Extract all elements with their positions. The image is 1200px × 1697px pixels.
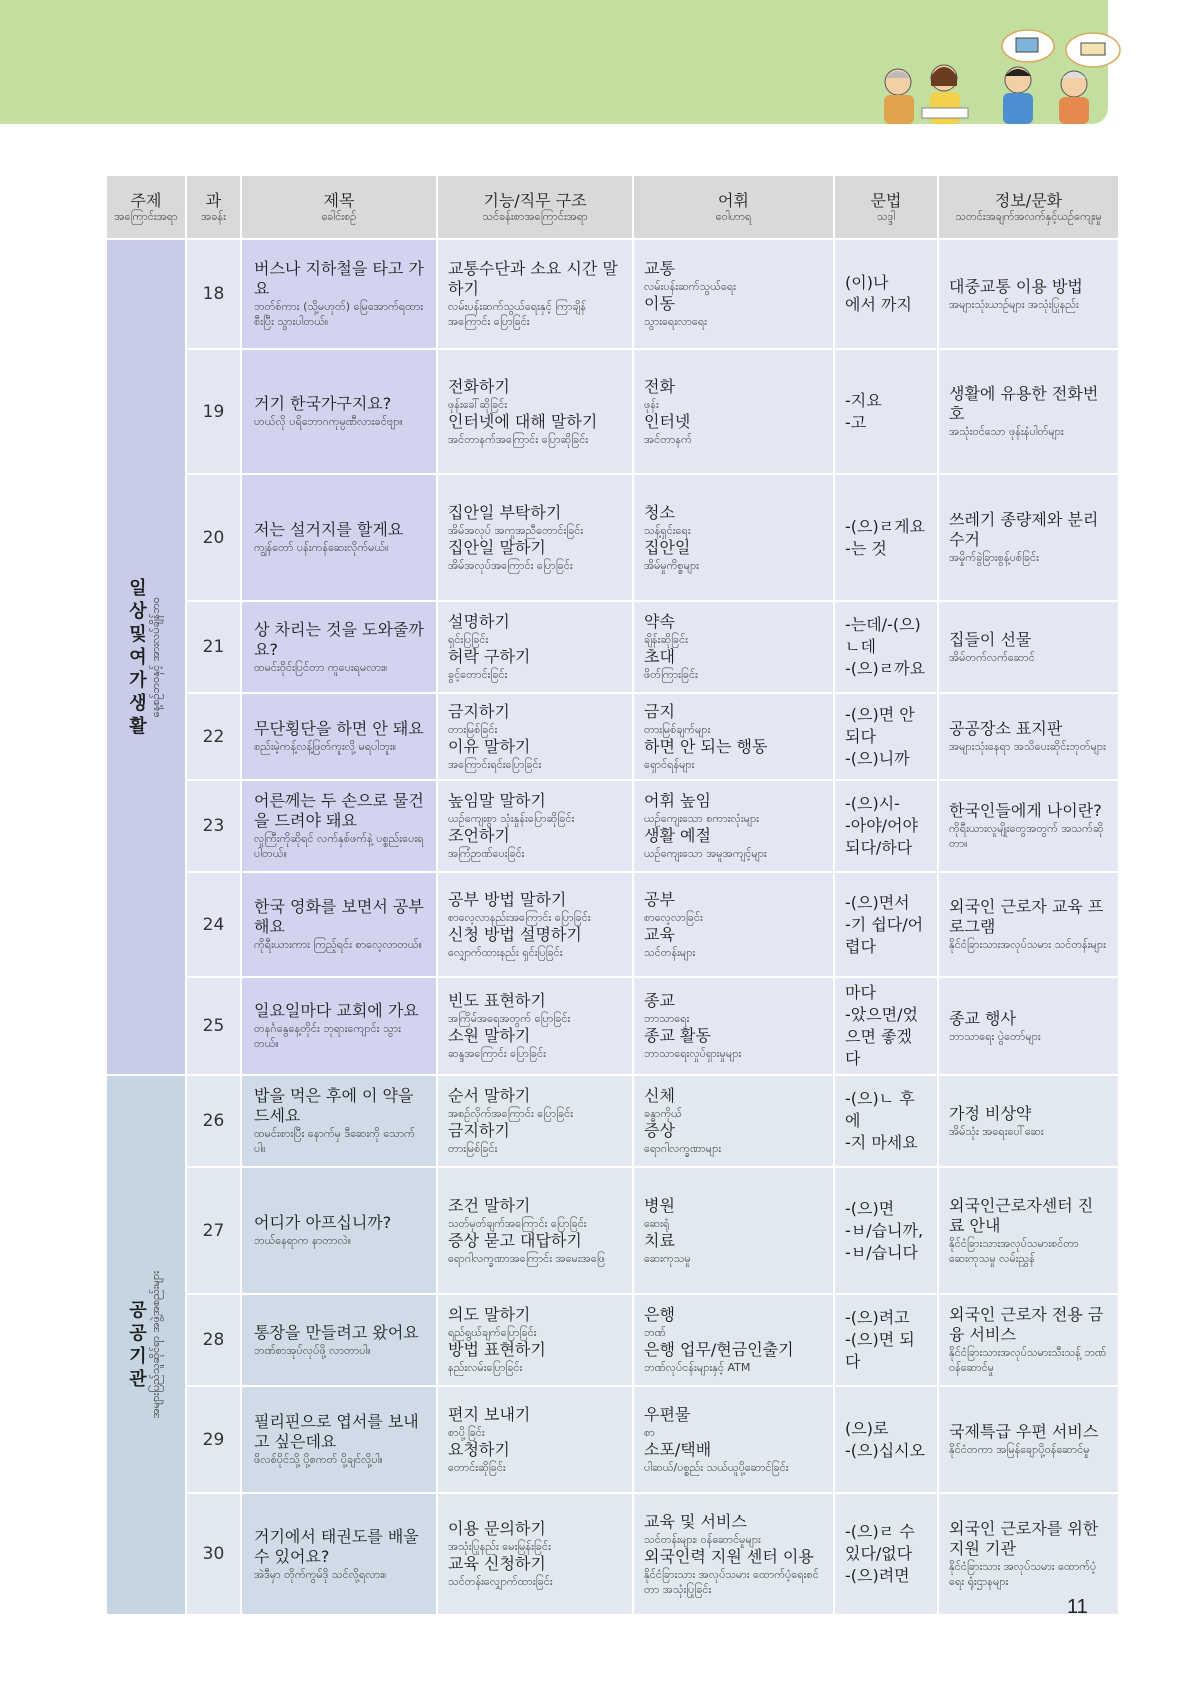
vocabulary-cell (633, 693, 834, 780)
func-item-translation: ဆန္ဒအကြောင်း ပြောခြင်း (448, 1047, 546, 1060)
vocabulary-cell (633, 780, 834, 872)
func-item-translation: စာပို့ခြင်း (448, 1425, 485, 1439)
culture-cell (938, 872, 1119, 977)
table-row (106, 872, 1119, 977)
grammar-item: -(으)면 안 되다 (845, 704, 915, 746)
culture-item: 집들이 선물 (949, 629, 1032, 649)
header-grammar: 문법 သဒ္ဒါ (834, 175, 938, 239)
theme-label-translation: နေ့စဉ်ဘဝနှင့် အားလပ်ချိန်ဘဝ (149, 596, 162, 718)
function-cell (437, 1493, 633, 1615)
grammar-item: -(으)려고 (845, 1308, 910, 1327)
func-item-translation: ရည်ရွယ်ချက်ပြောခြင်း (448, 1326, 537, 1339)
title-translation: ဘဏ်စာအုပ်လုပ်ဖို့ လာတာပါ။ (254, 1343, 371, 1357)
culture-item: 대중교통 이용 방법 (949, 276, 1083, 296)
func-item: 의도 말하기 (448, 1305, 531, 1324)
culture-item: 생활에 유용한 전화번호 (949, 384, 1099, 423)
culture-cell (938, 1075, 1119, 1167)
table-row (106, 1167, 1119, 1294)
function-cell (437, 872, 633, 977)
func-item-translation: ယဉ်ကျေးစွာ သုံးနှုန်းပြောဆိုခြင်း (448, 812, 575, 825)
vocab-item: 청소 (644, 502, 675, 522)
func-item-translation: အကြံဉာဏ်ပေးခြင်း (448, 847, 525, 860)
func-item-translation: အကြောင်းရင်းပြောခြင်း (448, 757, 542, 771)
vocab-item-translation: ဘဏ် (644, 1326, 666, 1339)
func-item: 조언하기 (448, 826, 510, 845)
culture-cell (938, 977, 1119, 1075)
lesson-number: 26 (186, 1075, 241, 1167)
func-item: 이유 말하기 (448, 736, 531, 756)
lesson-number: 23 (186, 780, 241, 872)
curriculum-table (105, 174, 1120, 1616)
culture-cell (938, 239, 1119, 349)
function-cell (437, 1294, 633, 1386)
vocab-item: 교통 (644, 259, 675, 278)
table-row (106, 1075, 1119, 1167)
vocab-item-translation: ရှောင်ရန်များ (644, 757, 695, 771)
func-item-translation: လမ်းပန်းဆက်သွယ်ရေးနှင့် ကြာချိန်အကြောင်း ပြောခြင်း (448, 300, 586, 328)
grammar-cell (834, 1075, 938, 1167)
func-item: 신청 방법 설명하기 (448, 924, 582, 944)
grammar-item: 마다 (845, 983, 876, 1002)
lesson-title (241, 1493, 437, 1615)
grammar-item: 에서 까지 (845, 295, 912, 314)
culture-item: 쓰레기 종량제와 분리수거 (949, 510, 1099, 549)
grammar-item: -는데/-(으)ㄴ데 (845, 615, 921, 656)
culture-cell (938, 1167, 1119, 1294)
func-item-translation: ခွင့်တောင်းခြင်း (448, 668, 508, 681)
table-row (106, 1386, 1119, 1493)
title-translation: ထမင်းဝိုင်းပြင်တာ ကူပေးရမလား။ (254, 660, 388, 674)
culture-item-translation: ဘာသာရေး ပွဲတော်များ (949, 1029, 1041, 1043)
vocab-item-translation: ဘာသာရေး (644, 1012, 690, 1025)
grammar-item: -(으)ㄹ 수 있다/없다 (845, 1522, 915, 1563)
vocab-item: 인터넷 (644, 411, 691, 431)
grammar-item: -(으)ㄹ까요 (845, 659, 926, 678)
culture-item: 외국인근로자센터 진료 안내 (949, 1195, 1094, 1235)
lesson-number: 30 (186, 1493, 241, 1615)
func-item-translation: ရောဂါလက္ခဏာအကြောင်း အမေးအဖြေ (448, 1251, 606, 1265)
lesson-number: 18 (186, 239, 241, 349)
function-cell (437, 239, 633, 349)
grammar-item: -ㅂ/습니다 (845, 1242, 918, 1262)
func-item: 금지하기 (448, 1121, 510, 1140)
lesson-title (241, 1075, 437, 1167)
culture-item-translation: အများသုံးယာဉ်များ အသုံးပြုနည်း (949, 297, 1079, 311)
grammar-cell (834, 693, 938, 780)
func-item-translation: တားမြစ်ခြင်း (448, 1142, 498, 1155)
vocab-item: 금지 (644, 701, 675, 721)
vocab-item: 종교 (644, 991, 675, 1010)
function-cell (437, 780, 633, 872)
function-cell (437, 474, 633, 601)
title-translation: လူကြီးကိုဆိုရင် လက်နှစ်ဖက်နဲ့ ပစ္စည်းပေးရပါတယ်။ (254, 832, 424, 860)
lesson-title (241, 977, 437, 1075)
vocab-item-translation: အိမ်မှုကိစ္စများ (644, 558, 699, 572)
func-item: 소원 말하기 (448, 1026, 531, 1045)
function-cell (437, 601, 633, 693)
func-item-translation: အကြိမ်အရေအတွက် ပြောခြင်း (448, 1012, 571, 1025)
func-item-translation: လျှောက်ထားနည်း ရှင်းပြခြင်း (448, 945, 563, 959)
header-function: 기능/직무 구조 သင်ခန်းစာအကြောင်းအရာ (437, 175, 633, 239)
grammar-item: -기 쉽다/어렵다 (845, 914, 924, 956)
vocabulary-cell (633, 474, 834, 601)
header-culture: 정보/문화 သတင်းအချက်အလက်နှင့်ယဉ်ကျေးမှု (938, 175, 1119, 239)
vocab-item: 이동 (644, 294, 675, 313)
culture-item: 외국인 근로자 전용 금융 서비스 (949, 1305, 1104, 1344)
header-title: 제목 ခေါင်းစဉ် (241, 175, 437, 239)
func-item-translation: တားမြစ်ခြင်း (448, 722, 498, 736)
func-item: 빈도 표현하기 (448, 991, 546, 1010)
vocab-item: 소포/택배 (644, 1439, 712, 1459)
table-header-row (106, 175, 1119, 239)
culture-item: 공공장소 표지판 (949, 719, 1063, 738)
lesson-title (241, 693, 437, 780)
lesson-number: 29 (186, 1386, 241, 1493)
vocab-item-translation: ဖိတ်ကြားခြင်း (644, 668, 698, 681)
lesson-title (241, 349, 437, 474)
grammar-item: -(으)십시오 (845, 1440, 926, 1460)
culture-cell (938, 693, 1119, 780)
func-item: 방법 표현하기 (448, 1340, 546, 1359)
culture-item-translation: အများသုံးနေရာ အသိပေးဆိုင်းဘုတ်များ (949, 740, 1106, 753)
grammar-item: (으)로 (845, 1418, 889, 1438)
grammar-cell (834, 474, 938, 601)
table-row (106, 977, 1119, 1075)
title-ko: 상 차리는 것을 도와줄까요? (254, 619, 424, 659)
func-item: 순서 말하기 (448, 1086, 531, 1105)
culture-item-translation: အိမ်သုံး အရေးပေါ်ဆေး (949, 1124, 1044, 1138)
vocab-item-translation: ခန္ဓာကိုယ် (644, 1107, 682, 1120)
header-vocabulary: 어휘 ဝေါဟာရ (633, 175, 834, 239)
func-item-translation: အစဉ်လိုက်အကြောင်း ပြောခြင်း (448, 1107, 574, 1120)
grammar-item: -(으)니까 (845, 748, 910, 768)
grammar-item: -ㅂ/습니까, (845, 1220, 924, 1240)
func-item: 교육 신청하기 (448, 1554, 546, 1573)
func-item-translation: သတ်မှတ်ချက်အကြောင်း ပြောခြင်း (448, 1216, 587, 1230)
function-cell (437, 1167, 633, 1294)
culture-item-translation: အိမ်တက်လက်ဆောင် (949, 650, 1035, 664)
culture-cell (938, 1386, 1119, 1493)
grammar-item: -지요 (845, 390, 882, 410)
func-item: 집안일 말하기 (448, 537, 546, 557)
title-ko: 어디가 아프십니까? (254, 1213, 392, 1232)
lesson-number: 19 (186, 349, 241, 474)
vocabulary-cell (633, 349, 834, 474)
culture-cell (938, 1493, 1119, 1615)
grammar-cell (834, 780, 938, 872)
title-translation: ထမင်းစားပြီး နောက်မှ ဒီဆေးကို သောက်ပါ။ (254, 1127, 415, 1155)
vocab-item: 생활 예절 (644, 826, 711, 845)
table-row (106, 780, 1119, 872)
func-item: 조건 말하기 (448, 1195, 531, 1215)
vocab-item-translation: စာ (644, 1425, 655, 1439)
title-translation: ကျွန်တော် ပန်းကန်ဆေးလိုက်မယ်။ (254, 541, 389, 554)
func-item: 금지하기 (448, 701, 510, 721)
vocab-item: 은행 (644, 1305, 675, 1324)
grammar-cell (834, 872, 938, 977)
func-item-translation: နည်းလမ်းပြောခြင်း (448, 1361, 523, 1374)
title-ko: 거기 한국가구지요? (254, 394, 392, 413)
title-ko: 거기에서 태권도를 배울 수 있어요? (254, 1526, 419, 1566)
page-number: 11 (1067, 1596, 1088, 1618)
grammar-item: -(으)ㄹ게요 (845, 516, 926, 536)
func-item: 이용 문의하기 (448, 1519, 546, 1538)
grammar-item: -(으)면 (845, 1198, 895, 1218)
vocab-item: 증상 (644, 1121, 675, 1140)
grammar-cell (834, 977, 938, 1075)
table-row (106, 1294, 1119, 1386)
header-lesson: 과 အခန်း (186, 175, 241, 239)
vocab-item-translation: ယဉ်ကျေးသော စကားလုံးများ (644, 812, 759, 825)
grammar-cell (834, 1493, 938, 1615)
vocab-item: 병원 (644, 1195, 675, 1215)
func-item-translation: ဖုန်းခေါ်ဆိုခြင်း (448, 397, 508, 411)
vocab-item: 전화 (644, 376, 675, 396)
vocab-item-translation: စာလေ့လာခြင်း (644, 910, 703, 924)
vocab-item: 집안일 (644, 537, 691, 557)
grammar-item: -(으)시- (845, 794, 900, 813)
vocab-item: 약속 (644, 612, 675, 631)
vocab-item-translation: ချိန်းဆိုခြင်း (644, 633, 688, 646)
vocab-item-translation: တားမြစ်ချက်များ (644, 722, 711, 736)
lesson-number: 21 (186, 601, 241, 693)
function-cell (437, 977, 633, 1075)
culture-item-translation: နိုင်ငံခြားသားအလုပ်သမား သင်တန်းများ (949, 938, 1106, 951)
title-ko: 버스나 지하철을 타고 가요 (254, 259, 424, 298)
func-item: 인터넷에 대해 말하기 (448, 411, 598, 431)
culture-item-translation: နိုင်ငံခြားသားအလုပ်သမားသီးသန့် ဘဏ်ဝန်ဆောင်မှု (949, 1346, 1107, 1374)
function-cell (437, 349, 633, 474)
title-translation: အဲဒီမှာ တိုက်ကွမ်ဒို သင်လို့ရလား။ (254, 1567, 387, 1581)
grammar-item: -았으면/었으면 좋겠다 (845, 1005, 918, 1068)
theme-label: 공공기관 (129, 1300, 147, 1390)
culture-cell (938, 474, 1119, 601)
grammar-item: -고 (845, 412, 867, 432)
func-item-translation: အိမ်အလုပ်အကြောင်း ပြောခြင်း (448, 558, 573, 572)
lesson-number: 24 (186, 872, 241, 977)
func-item: 공부 방법 말하기 (448, 889, 567, 909)
table-row (106, 693, 1119, 780)
culture-item: 국제특급 우편 서비스 (949, 1422, 1099, 1441)
vocab-item-translation: သွားရေးလာရေး (644, 315, 707, 328)
vocab-item: 공부 (644, 889, 675, 909)
func-item-translation: ရှင်းပြခြင်း (448, 633, 489, 646)
func-item: 허락 구하기 (448, 647, 531, 666)
grammar-item: -(으)면서 (845, 892, 910, 912)
people-illustration (878, 28, 1148, 124)
vocab-item-translation: သင်တန်းများ၊ ဝန်ဆောင်မှုများ (644, 1532, 761, 1546)
vocabulary-cell (633, 601, 834, 693)
function-cell (437, 693, 633, 780)
lesson-title (241, 1386, 437, 1493)
lesson-number: 25 (186, 977, 241, 1075)
grammar-cell (834, 601, 938, 693)
grammar-cell (834, 1386, 938, 1493)
func-item: 편지 보내기 (448, 1404, 531, 1424)
culture-item: 외국인 근로자 교육 프로그램 (949, 897, 1104, 936)
theme-cell (106, 239, 186, 1075)
vocab-item: 어휘 높임 (644, 791, 711, 810)
vocabulary-cell (633, 977, 834, 1075)
grammar-cell (834, 239, 938, 349)
culture-item-translation: ကိုရီးယားလူမျိုးတွေအတွက် အသက်ဆိုတာ။ (949, 822, 1104, 850)
vocab-item: 종교 활동 (644, 1026, 711, 1045)
table-row (106, 349, 1119, 474)
title-ko: 저는 설거지를 할게요 (254, 520, 404, 539)
grammar-item: -(으)면 되다 (845, 1330, 915, 1371)
title-ko: 한국 영화를 보면서 공부해요 (254, 897, 424, 936)
vocab-item: 외국인력 지원 센터 이용 (644, 1546, 814, 1566)
title-ko: 밥을 먹은 후에 이 약을 드세요 (254, 1086, 414, 1125)
vocab-item-translation: သင်တန်းများ (644, 945, 696, 959)
vocab-item: 교육 (644, 924, 675, 944)
func-item-translation: အင်တာနက်အကြောင်း ပြောဆိုခြင်း (448, 432, 589, 446)
vocab-item-translation: လမ်းပန်းဆက်သွယ်ရေး (644, 280, 736, 293)
grammar-item: -아야/어야 되다/하다 (845, 816, 918, 857)
func-item: 전화하기 (448, 376, 510, 396)
lesson-title (241, 872, 437, 977)
vocab-item-translation: ယဉ်ကျေးသော အမူအကျင့်များ (644, 847, 767, 860)
grammar-cell (834, 1294, 938, 1386)
vocabulary-cell (633, 1294, 834, 1386)
grammar-item: -(으)ㄴ 후에 (845, 1089, 915, 1130)
func-item: 요청하기 (448, 1439, 510, 1459)
culture-item: 한국인들에게 나이란? (949, 801, 1102, 820)
theme-label-translation: အများပြည်သူဆိုင်ရာ အဖွဲ့အစည်းများ (149, 1271, 162, 1419)
title-translation: တနင်္ဂနွေနေ့တိုင်း ဘုရားကျောင်း သွားတယ်။ (254, 1022, 401, 1050)
title-translation: စည်းမဲ့ကန့်လန့်ဖြတ်ကူးလို့ မရပါဘူး။ (254, 740, 397, 753)
title-translation: ဘတ်စ်ကား (သို့မဟုတ်) မြေအောက်ရထား စီးပြီး သွားပါတယ်။ (254, 300, 424, 328)
func-item: 교통수단과 소요 시간 말하기 (448, 259, 618, 298)
culture-item-translation: နိုင်ငံခြားသား အလုပ်သမား ထောက်ပံ့ရေး ရုံးဌာနများ (949, 1560, 1097, 1588)
table-row (106, 239, 1119, 349)
vocabulary-cell (633, 239, 834, 349)
culture-item-translation: နိုင်ငံတကာ အမြန်ချောပို့ဝန်ဆောင်မှု (949, 1443, 1090, 1456)
vocabulary-cell (633, 1493, 834, 1615)
grammar-item: -(으)려면 (845, 1566, 910, 1585)
vocab-item: 치료 (644, 1230, 675, 1250)
culture-item-translation: နိုင်ငံခြားသားအလုပ်သမားစင်တာ ဆေးကုသမှု လမ်းညွှန် (949, 1236, 1079, 1265)
vocab-item-translation: ဘဏ်လုပ်ငန်းများနှင့် ATM (644, 1361, 751, 1374)
func-item-translation: အိမ်အလုပ် အကူအညီတောင်းခြင်း (448, 523, 584, 537)
func-item-translation: တောင်းဆိုခြင်း (448, 1460, 506, 1474)
culture-item: 외국인 근로자를 위한 지원 기관 (949, 1519, 1099, 1558)
title-ko: 필리핀으로 엽서를 보내고 싶은데요 (254, 1412, 419, 1451)
lesson-title (241, 601, 437, 693)
func-item-translation: သင်တန်းလျှောက်ထားခြင်း (448, 1575, 553, 1588)
lesson-title (241, 1294, 437, 1386)
lesson-number: 27 (186, 1167, 241, 1294)
vocab-item-translation: ဆေးကုသမှု (644, 1251, 691, 1265)
grammar-item: -는 것 (845, 538, 887, 558)
culture-item-translation: အမှိုက်ခွဲခြားစွန့်ပစ်ခြင်း (949, 551, 1039, 564)
theme-label: 일상 및 여가생활 (129, 577, 147, 737)
culture-item-translation: အသုံးဝင်သော ဖုန်းနံပါတ်များ (949, 425, 1064, 438)
vocab-item: 신체 (644, 1086, 675, 1105)
lesson-number: 22 (186, 693, 241, 780)
vocab-item-translation: အင်တာနက် (644, 432, 692, 446)
title-ko: 통장을 만들려고 왔어요 (254, 1322, 419, 1342)
lesson-title (241, 780, 437, 872)
title-translation: ဘယ်နေရာက နာတာလဲ။ (254, 1234, 352, 1247)
vocab-item-translation: သန့်ရှင်းရေး (644, 523, 691, 537)
vocabulary-cell (633, 1167, 834, 1294)
vocab-item-translation: ဖုန်း (644, 397, 659, 411)
vocab-item: 하면 안 되는 행동 (644, 736, 768, 756)
func-item-translation: စာလေ့လာနည်းအကြောင်း ပြောခြင်း (448, 910, 591, 924)
title-translation: ဖိလစ်ပိုင်သို့ ပို့စကတ် ပို့ချင်လို့ပါ။ (254, 1453, 383, 1466)
vocabulary-cell (633, 872, 834, 977)
lesson-number: 28 (186, 1294, 241, 1386)
vocabulary-cell (633, 1386, 834, 1493)
title-ko: 어른께는 두 손으로 물건을 드려야 돼요 (254, 791, 424, 830)
culture-item: 종교 행사 (949, 1008, 1016, 1028)
grammar-item: (이)나 (845, 273, 889, 292)
function-cell (437, 1075, 633, 1167)
lesson-title (241, 474, 437, 601)
vocabulary-cell (633, 1075, 834, 1167)
func-item: 높임말 말하기 (448, 791, 546, 810)
theme-cell (106, 1075, 186, 1615)
vocab-item: 교육 및 서비스 (644, 1511, 747, 1531)
title-ko: 일요일마다 교회에 가요 (254, 1001, 419, 1020)
lesson-title (241, 239, 437, 349)
title-ko: 무단횡단을 하면 안 돼요 (254, 719, 424, 738)
culture-cell (938, 601, 1119, 693)
header-theme: 주제 အကြောင်းအရာ (106, 175, 186, 239)
vocab-item-translation: ပါဆယ်/ပစ္စည်း သယ်ယူပို့ဆောင်ခြင်း (644, 1460, 789, 1474)
culture-cell (938, 1294, 1119, 1386)
grammar-cell (834, 1167, 938, 1294)
lesson-number: 20 (186, 474, 241, 601)
vocab-item-translation: ရောဂါလက္ခဏာများ (644, 1142, 722, 1155)
grammar-cell (834, 349, 938, 474)
vocab-item: 우편물 (644, 1404, 691, 1424)
func-item-translation: အသုံးပြုနည်း မေးမြန်းခြင်း (448, 1540, 551, 1553)
table-row (106, 1493, 1119, 1615)
vocab-item-translation: ဆေးရုံ (644, 1216, 670, 1230)
func-item: 집안일 부탁하기 (448, 502, 562, 522)
func-item: 증상 묻고 대답하기 (448, 1230, 582, 1250)
func-item: 설명하기 (448, 612, 510, 631)
table-row (106, 474, 1119, 601)
vocab-item: 초대 (644, 647, 675, 666)
vocab-item: 은행 업무/현금인출기 (644, 1340, 794, 1359)
title-translation: ကိုရီးယားကား ကြည့်ရင်း စာလေ့လာတယ်။ (254, 938, 422, 951)
lesson-title (241, 1167, 437, 1294)
title-translation: ဟယ်လို ပရိဘောဂကုမ္ပဏီလားခင်ဗျာ။ (254, 415, 403, 428)
grammar-item: -지 마세요 (845, 1133, 918, 1152)
vocab-item-translation: နိုင်ငံခြားသား အလုပ်သမား ထောက်ပံ့ရေးစင်တာ အသုံးပြုခြင်း (644, 1567, 819, 1596)
culture-cell (938, 780, 1119, 872)
culture-item: 가정 비상약 (949, 1103, 1032, 1123)
vocab-item-translation: ဘာသာရေးလှုပ်ရှားမှုများ (644, 1047, 742, 1060)
table-row (106, 601, 1119, 693)
culture-cell (938, 349, 1119, 474)
function-cell (437, 1386, 633, 1493)
